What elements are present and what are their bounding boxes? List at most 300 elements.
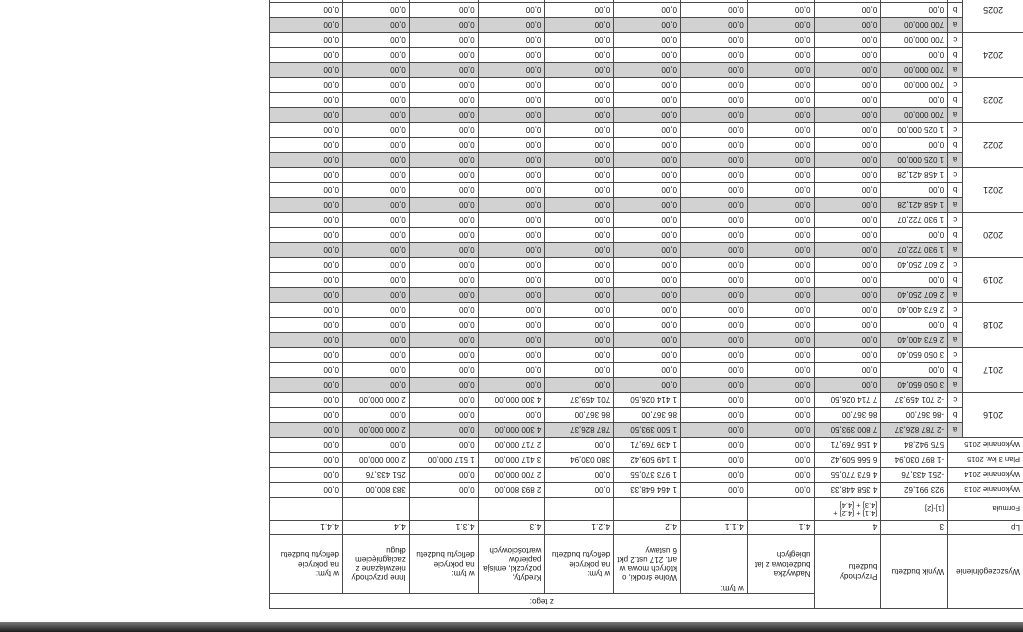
value-cell: 0,00 — [343, 288, 410, 303]
value-cell: 0,00 — [478, 183, 545, 198]
year-row — [270, 78, 1023, 93]
budget-financing-table — [269, 0, 1023, 609]
value-cell: 0,00 — [881, 228, 948, 243]
value-cell: 0,00 — [409, 168, 478, 183]
value-cell: 0,00 — [478, 363, 545, 378]
value-cell: 0,00 — [680, 183, 747, 198]
value-cell: 0,00 — [747, 138, 814, 153]
value-cell: 383 800,00 — [343, 483, 410, 498]
value-cell: 0,00 — [614, 213, 681, 228]
value-cell: 1 414 026,50 — [614, 393, 681, 408]
value-cell: 0,00 — [270, 33, 343, 48]
variant-letter: b — [948, 318, 963, 333]
value-cell: 0,00 — [747, 243, 814, 258]
value-cell: 0,00 — [814, 303, 881, 318]
value-cell: 0,00 — [680, 48, 747, 63]
value-cell: 2 000 000,00 — [343, 393, 410, 408]
value-cell: 0,00 — [270, 408, 343, 423]
value-cell: 0,00 — [478, 228, 545, 243]
value-cell: 0,00 — [747, 288, 814, 303]
value-cell: 0,00 — [680, 33, 747, 48]
value-cell: 0,00 — [270, 183, 343, 198]
value-cell — [343, 0, 410, 3]
lp-cell: 4.1 — [747, 521, 814, 535]
value-cell: 0,00 — [545, 303, 614, 318]
value-cell: 4 358 448,33 — [814, 483, 881, 498]
value-cell: 0,00 — [478, 48, 545, 63]
value-cell: 1 500 393,50 — [614, 423, 681, 438]
value-cell: 0,00 — [343, 258, 410, 273]
header-of-which-3: w tym: — [451, 568, 475, 578]
value-cell: 0,00 — [409, 48, 478, 63]
value-cell: 0,00 — [545, 468, 614, 483]
value-cell: 0,00 — [545, 33, 614, 48]
value-cell: -2 787 826,37 — [881, 423, 948, 438]
year-row — [270, 348, 1023, 363]
value-cell: 0,00 — [478, 138, 545, 153]
year-label: 2018 — [963, 303, 1023, 348]
scan-edge-shadow — [0, 622, 1023, 632]
value-cell: 0,00 — [747, 303, 814, 318]
variant-letter: a — [948, 243, 963, 258]
variant-letter: a — [948, 423, 963, 438]
value-cell: 700 000,00 — [881, 33, 948, 48]
formula-cell: [4.1] + [4.2] + [4.3] + [4.4] — [814, 498, 881, 521]
value-cell: 0,00 — [343, 33, 410, 48]
value-cell: 0,00 — [545, 258, 614, 273]
value-cell: 0,00 — [680, 483, 747, 498]
year-row — [270, 198, 1023, 213]
value-cell: 0,00 — [409, 198, 478, 213]
header-row-top — [270, 594, 1023, 609]
value-cell: 0,00 — [409, 378, 478, 393]
value-cell: 0,00 — [478, 243, 545, 258]
value-cell: 0,00 — [747, 318, 814, 333]
summary-row — [270, 468, 1023, 483]
value-cell: 0,00 — [270, 393, 343, 408]
value-cell: 700 000,00 — [881, 18, 948, 33]
value-cell: 0,00 — [747, 18, 814, 33]
value-cell: 0,00 — [680, 288, 747, 303]
header-result: Wynik budżetu — [881, 535, 948, 609]
value-cell: 4 156 769,71 — [814, 438, 881, 453]
value-cell: 0,00 — [614, 378, 681, 393]
value-cell: 0,00 — [545, 363, 614, 378]
value-cell: 6 566 509,42 — [814, 453, 881, 468]
value-cell: 0,00 — [881, 363, 948, 378]
header-revenue: Przychody budżetu — [814, 535, 881, 609]
header-item: Wyszczególnienie — [948, 535, 1023, 609]
value-cell: 0,00 — [614, 183, 681, 198]
value-cell: 0,00 — [545, 438, 614, 453]
value-cell: 0,00 — [680, 423, 747, 438]
value-cell: 0,00 — [814, 168, 881, 183]
value-cell: 0,00 — [478, 33, 545, 48]
value-cell: 0,00 — [343, 348, 410, 363]
value-cell: 0,00 — [409, 123, 478, 138]
formula-cell: Formuła — [948, 498, 1023, 521]
year-label: 2020 — [963, 213, 1023, 258]
value-cell: 0,00 — [881, 3, 948, 18]
formula-cell — [270, 498, 343, 521]
value-cell: 0,00 — [747, 63, 814, 78]
value-cell: 0,00 — [747, 333, 814, 348]
header-credits-deficit: na pokrycie deficytu budżetu — [416, 550, 475, 569]
lp-cell: 4.4 — [343, 521, 410, 535]
lp-cell: 4.3 — [478, 521, 545, 535]
value-cell: 0,00 — [409, 438, 478, 453]
value-cell: 0,00 — [478, 408, 545, 423]
year-row — [270, 138, 1023, 153]
value-cell: 0,00 — [614, 153, 681, 168]
value-cell: 0,00 — [680, 378, 747, 393]
variant-letter: c — [948, 78, 963, 93]
variant-letter: a — [948, 63, 963, 78]
year-row — [270, 213, 1023, 228]
value-cell: 1 439 769,71 — [614, 438, 681, 453]
value-cell: 0,00 — [680, 168, 747, 183]
value-cell: 0,00 — [747, 168, 814, 183]
value-cell: 1 458 421,28 — [881, 168, 948, 183]
value-cell: 0,00 — [409, 483, 478, 498]
value-cell: 0,00 — [680, 303, 747, 318]
value-cell: 0,00 — [747, 378, 814, 393]
value-cell: 0,00 — [409, 138, 478, 153]
year-row — [270, 303, 1023, 318]
lp-cell: 4 — [814, 521, 881, 535]
value-cell: 0,00 — [545, 48, 614, 63]
value-cell: 0,00 — [409, 363, 478, 378]
variant-letter: b — [948, 48, 963, 63]
year-row — [270, 33, 1023, 48]
value-cell: 0,00 — [343, 213, 410, 228]
variant-letter: b — [948, 183, 963, 198]
value-cell: 0,00 — [478, 168, 545, 183]
value-cell: 700 000,00 — [881, 78, 948, 93]
value-cell: 0,00 — [680, 453, 747, 468]
value-cell: 0,00 — [478, 318, 545, 333]
value-cell: 0,00 — [614, 78, 681, 93]
value-cell: 0,00 — [747, 393, 814, 408]
value-cell: 0,00 — [814, 378, 881, 393]
value-cell: 0,00 — [270, 363, 343, 378]
upside-down-budget-table — [269, 0, 1023, 609]
value-cell — [881, 0, 948, 3]
value-cell: 0,00 — [545, 3, 614, 18]
summary-row — [270, 453, 1023, 468]
year-label: 2019 — [963, 258, 1023, 303]
value-cell: 0,00 — [747, 273, 814, 288]
value-cell: 0,00 — [747, 33, 814, 48]
formula-cell — [409, 498, 478, 521]
value-cell: 0,00 — [478, 93, 545, 108]
value-cell: 0,00 — [343, 363, 410, 378]
year-row — [270, 423, 1023, 438]
value-cell: 0,00 — [814, 273, 881, 288]
value-cell: 0,00 — [881, 138, 948, 153]
summary-row — [270, 483, 1023, 498]
variant-letter: c — [948, 303, 963, 318]
value-cell: 0,00 — [409, 3, 478, 18]
value-cell: 0,00 — [270, 453, 343, 468]
value-cell: 0,00 — [881, 273, 948, 288]
value-cell: 0,00 — [270, 123, 343, 138]
value-cell: 3 050 650,40 — [881, 378, 948, 393]
value-cell: 0,00 — [343, 78, 410, 93]
value-cell: 0,00 — [343, 48, 410, 63]
row-label: Plan 3 kw. 2015 — [948, 453, 1023, 468]
variant-letter: c — [948, 348, 963, 363]
value-cell — [680, 0, 747, 3]
variant-letter: a — [948, 333, 963, 348]
variant-letter: b — [948, 93, 963, 108]
value-cell: 0,00 — [881, 318, 948, 333]
value-cell: 0,00 — [270, 348, 343, 363]
value-cell: 0,00 — [814, 93, 881, 108]
formula-cell — [614, 498, 681, 521]
value-cell: 2 717 000,00 — [478, 438, 545, 453]
value-cell: 0,00 — [343, 198, 410, 213]
value-cell: 0,00 — [409, 288, 478, 303]
variant-letter: a — [948, 108, 963, 123]
value-cell: 0,00 — [409, 33, 478, 48]
value-cell: 0,00 — [545, 18, 614, 33]
value-cell: 0,00 — [343, 408, 410, 423]
value-cell: 701 459,37 — [545, 393, 614, 408]
value-cell: 0,00 — [478, 78, 545, 93]
value-cell: 0,00 — [478, 3, 545, 18]
value-cell: 0,00 — [680, 93, 747, 108]
value-cell: 0,00 — [680, 333, 747, 348]
value-cell: 0,00 — [680, 123, 747, 138]
value-cell: 0,00 — [814, 228, 881, 243]
value-cell: 1 517 000,00 — [409, 453, 478, 468]
value-cell: 0,00 — [614, 318, 681, 333]
value-cell: 0,00 — [545, 183, 614, 198]
value-cell: 0,00 — [814, 153, 881, 168]
value-cell: 0,00 — [343, 333, 410, 348]
value-cell — [747, 0, 814, 3]
lp-cell: 4.1.1 — [680, 521, 747, 535]
value-cell: 0,00 — [814, 48, 881, 63]
value-cell: 0,00 — [545, 63, 614, 78]
value-cell: 0,00 — [270, 63, 343, 78]
value-cell — [545, 0, 614, 3]
value-cell: 0,00 — [270, 213, 343, 228]
value-cell: 787 826,37 — [545, 423, 614, 438]
year-row — [270, 288, 1023, 303]
value-cell: 0,00 — [814, 138, 881, 153]
year-row — [270, 63, 1023, 78]
value-cell: 0,00 — [409, 408, 478, 423]
header-other-deficit: na pokrycie deficytu budżetu — [280, 550, 340, 569]
value-cell: 0,00 — [409, 153, 478, 168]
value-cell: 0,00 — [545, 318, 614, 333]
value-cell: 0,00 — [545, 483, 614, 498]
variant-letter: c — [948, 393, 963, 408]
value-cell: 0,00 — [614, 123, 681, 138]
value-cell: 0,00 — [680, 318, 747, 333]
value-cell: 0,00 — [614, 333, 681, 348]
value-cell: 0,00 — [343, 273, 410, 288]
value-cell: 0,00 — [343, 138, 410, 153]
value-cell: 0,00 — [747, 348, 814, 363]
value-cell: 0,00 — [545, 348, 614, 363]
value-cell: 0,00 — [680, 393, 747, 408]
variant-letter: c — [948, 168, 963, 183]
variant-letter: c — [948, 123, 963, 138]
value-cell: 0,00 — [270, 168, 343, 183]
value-cell: 0,00 — [814, 183, 881, 198]
value-cell: 0,00 — [270, 468, 343, 483]
value-cell: 0,00 — [680, 153, 747, 168]
value-cell: 0,00 — [478, 198, 545, 213]
value-cell: 1 149 509,42 — [614, 453, 681, 468]
year-row — [270, 408, 1023, 423]
variant-letter: b — [948, 228, 963, 243]
formula-cell — [680, 498, 747, 521]
value-cell: -86 367,00 — [881, 408, 948, 423]
value-cell: 0,00 — [747, 123, 814, 138]
formula-cell — [343, 498, 410, 521]
year-row — [270, 153, 1023, 168]
value-cell: 0,00 — [680, 138, 747, 153]
value-cell: 0,00 — [270, 288, 343, 303]
variant-letter: c — [948, 258, 963, 273]
value-cell: 0,00 — [343, 3, 410, 18]
header-free-funds-sub — [545, 535, 614, 594]
year-row — [270, 228, 1023, 243]
header-surplus: Nadwyżka budżetowa z lat ubiegłych — [747, 535, 814, 594]
value-cell: 1 930 722,07 — [881, 213, 948, 228]
header-z-tego: z tego: — [270, 594, 815, 609]
value-cell: 0,00 — [881, 93, 948, 108]
value-cell: 0,00 — [680, 18, 747, 33]
variant-letter: a — [948, 198, 963, 213]
value-cell: 0,00 — [409, 423, 478, 438]
value-cell: 0,00 — [747, 78, 814, 93]
value-cell: 0,00 — [814, 288, 881, 303]
value-cell: 0,00 — [478, 348, 545, 363]
value-cell: 2 893 800,00 — [478, 483, 545, 498]
value-cell: 0,00 — [747, 483, 814, 498]
value-cell: 4 300 000,00 — [478, 393, 545, 408]
value-cell: 2 700 000,00 — [478, 468, 545, 483]
value-cell — [270, 0, 343, 3]
formula-row — [270, 498, 1023, 521]
value-cell: 0,00 — [343, 183, 410, 198]
value-cell: 380 030,94 — [545, 453, 614, 468]
value-cell: 0,00 — [614, 228, 681, 243]
value-cell: 0,00 — [545, 138, 614, 153]
value-cell: 0,00 — [545, 243, 614, 258]
value-cell: 0,00 — [409, 228, 478, 243]
value-cell: 0,00 — [343, 153, 410, 168]
year-label: 2022 — [963, 123, 1023, 168]
value-cell: 0,00 — [270, 258, 343, 273]
variant-letter: c — [948, 33, 963, 48]
year-row — [270, 243, 1023, 258]
value-cell: 0,00 — [680, 438, 747, 453]
value-cell: 0,00 — [814, 348, 881, 363]
value-cell: 2 000 000,00 — [343, 453, 410, 468]
value-cell: 0,00 — [478, 288, 545, 303]
value-cell: 0,00 — [343, 303, 410, 318]
value-cell: 0,00 — [614, 138, 681, 153]
value-cell: 0,00 — [478, 213, 545, 228]
value-cell: 0,00 — [747, 93, 814, 108]
value-cell: 0,00 — [614, 348, 681, 363]
value-cell: 0,00 — [747, 198, 814, 213]
value-cell: 0,00 — [614, 168, 681, 183]
value-cell: 0,00 — [747, 258, 814, 273]
value-cell: 0,00 — [814, 363, 881, 378]
value-cell: 0,00 — [545, 153, 614, 168]
year-label: 2016 — [963, 393, 1023, 438]
value-cell: 0,00 — [747, 363, 814, 378]
value-cell: 0,00 — [270, 273, 343, 288]
value-cell: 0,00 — [680, 228, 747, 243]
value-cell — [409, 0, 478, 3]
value-cell: 0,00 — [747, 453, 814, 468]
value-cell: 0,00 — [614, 363, 681, 378]
value-cell: 0,00 — [478, 123, 545, 138]
value-cell: 0,00 — [478, 108, 545, 123]
year-row — [270, 318, 1023, 333]
lp-cell: Lp — [948, 521, 1023, 535]
value-cell: 1 458 421,28 — [881, 198, 948, 213]
value-cell: 2 673 400,40 — [881, 303, 948, 318]
formula-cell — [545, 498, 614, 521]
value-cell: 0,00 — [614, 63, 681, 78]
variant-letter: b — [948, 363, 963, 378]
year-row — [270, 183, 1023, 198]
header-credits-sub — [409, 535, 478, 594]
value-cell: 4 300 000,00 — [478, 423, 545, 438]
value-cell: 0,00 — [478, 258, 545, 273]
header-of-which-1: w tym: — [680, 535, 747, 594]
year-row — [270, 3, 1023, 18]
value-cell: 0,00 — [270, 438, 343, 453]
value-cell: 0,00 — [270, 3, 343, 18]
value-cell: 0,00 — [545, 78, 614, 93]
year-label: 2023 — [963, 78, 1023, 123]
value-cell: 0,00 — [614, 303, 681, 318]
value-cell: 0,00 — [747, 408, 814, 423]
value-cell: 7 800 393,50 — [814, 423, 881, 438]
value-cell: 0,00 — [409, 303, 478, 318]
value-cell: 2 673 400,40 — [881, 333, 948, 348]
value-cell: 0,00 — [409, 78, 478, 93]
value-cell: 0,00 — [680, 408, 747, 423]
header-of-which-4: w tym: — [315, 568, 340, 578]
value-cell: 0,00 — [270, 153, 343, 168]
value-cell: 1 930 722,07 — [881, 243, 948, 258]
value-cell: 0,00 — [478, 303, 545, 318]
value-cell: 0,00 — [747, 228, 814, 243]
value-cell: 0,00 — [270, 303, 343, 318]
value-cell: 0,00 — [409, 258, 478, 273]
lp-cell: 4.2.1 — [545, 521, 614, 535]
value-cell: 0,00 — [409, 393, 478, 408]
variant-letter: a — [948, 18, 963, 33]
value-cell: 0,00 — [614, 18, 681, 33]
row-label: Wykonanie 2015 — [948, 438, 1023, 453]
value-cell: 0,00 — [478, 273, 545, 288]
lp-cell: 3 — [881, 521, 948, 535]
value-cell: 1 025 000,00 — [881, 123, 948, 138]
value-cell: 0,00 — [343, 228, 410, 243]
